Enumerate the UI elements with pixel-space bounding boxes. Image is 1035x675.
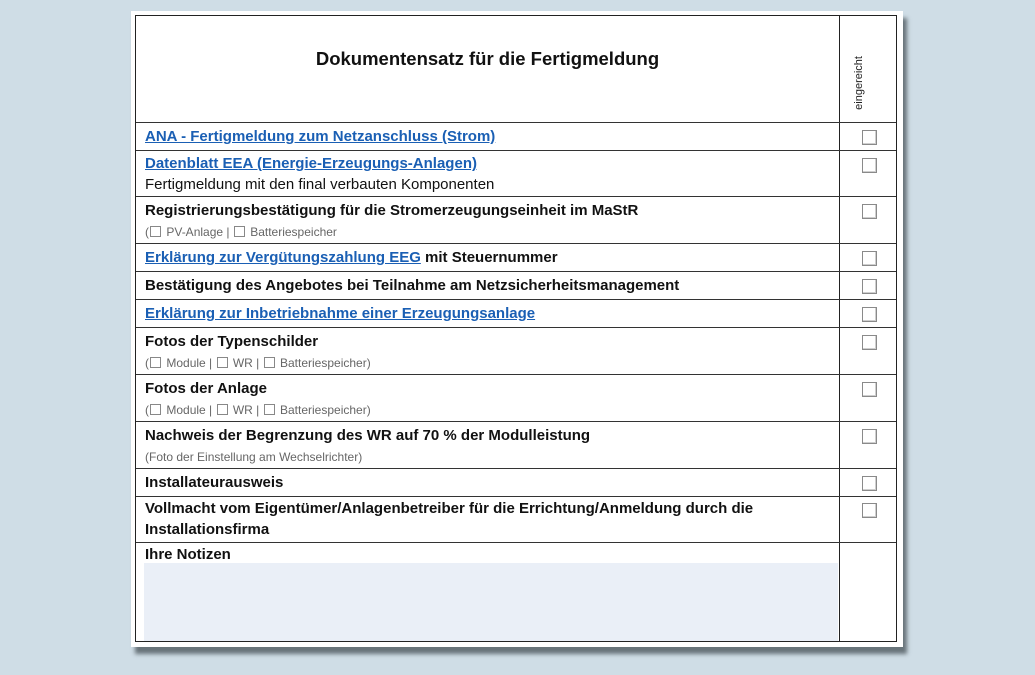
row-description: Fertigmeldung mit den final verbauten Komponenten bbox=[145, 176, 495, 193]
table-row bbox=[136, 422, 896, 469]
row-label: Registrierungsbestätigung für die Stromerzeugungseinheit im MaStR bbox=[145, 202, 639, 219]
table-row bbox=[136, 151, 896, 197]
notes-input-area[interactable] bbox=[144, 563, 838, 641]
option-label: Batteriespeicher bbox=[279, 356, 367, 370]
table-row bbox=[136, 123, 896, 151]
inbetriebnahme-link[interactable]: Erklärung zur Inbetriebnahme einer Erzeugungsanlage bbox=[145, 305, 536, 322]
row-label: Bestätigung des Angebotes bei Teilnahme am Netzsicherheitsmanagement bbox=[145, 277, 680, 294]
option-label: Module bbox=[166, 356, 206, 370]
option-list: ( PV-Anlage | Batteriespeicher bbox=[145, 225, 337, 239]
table-header-row bbox=[136, 16, 896, 123]
document-page bbox=[131, 11, 903, 647]
submitted-checkbox[interactable] bbox=[862, 279, 877, 294]
submitted-checkbox[interactable] bbox=[862, 204, 877, 219]
option-label: PV-Anlage bbox=[166, 225, 224, 239]
row-label: Installateurausweis bbox=[145, 474, 284, 491]
option-checkbox[interactable] bbox=[217, 357, 228, 368]
option-label: WR bbox=[232, 403, 253, 417]
verguetungszahlung-eeg-link[interactable]: Erklärung zur Vergütungszahlung EEG bbox=[145, 249, 421, 266]
submitted-checkbox[interactable] bbox=[862, 251, 877, 266]
option-checkbox[interactable] bbox=[150, 404, 161, 415]
option-label: WR bbox=[232, 356, 253, 370]
option-list: ( Module | WR | Batteriespeicher) bbox=[145, 403, 371, 417]
table-row bbox=[136, 300, 896, 328]
row-label: Vollmacht vom Eigentümer/Anlagenbetreiber für die Errichtung/Anmeldung durch die Installationsfirma bbox=[145, 500, 754, 538]
option-label: Batteriespeicher bbox=[250, 225, 337, 239]
row-label-suffix: mit Steuernummer bbox=[420, 249, 558, 266]
row-label: Nachweis der Begrenzung des WR auf 70 % der Modulleistung bbox=[145, 427, 591, 444]
notes-label: Ihre Notizen bbox=[145, 546, 231, 563]
submitted-checkbox[interactable] bbox=[862, 158, 877, 173]
option-checkbox[interactable] bbox=[264, 357, 275, 368]
row-note: (Foto der Einstellung am Wechselrichter) bbox=[145, 450, 363, 464]
submitted-checkbox[interactable] bbox=[862, 503, 877, 518]
option-label: Batteriespeicher bbox=[279, 403, 367, 417]
table-row bbox=[136, 497, 896, 543]
ana-fertigmeldung-link[interactable]: ANA - Fertigmeldung zum Netzanschluss (Strom) bbox=[145, 128, 496, 145]
table-row bbox=[136, 197, 896, 244]
option-checkbox[interactable] bbox=[150, 226, 161, 237]
document-title: Dokumentensatz für die Fertigmeldung bbox=[315, 48, 660, 69]
column-header-submitted: eingereicht bbox=[853, 56, 865, 110]
checklist-table bbox=[135, 15, 897, 642]
submitted-checkbox[interactable] bbox=[862, 476, 877, 491]
submitted-checkbox[interactable] bbox=[862, 335, 877, 350]
submitted-checkbox[interactable] bbox=[862, 382, 877, 397]
option-checkbox[interactable] bbox=[234, 226, 245, 237]
row-label: Fotos der Typenschilder bbox=[145, 333, 319, 350]
option-checkbox[interactable] bbox=[217, 404, 228, 415]
datenblatt-eea-link[interactable]: Datenblatt EEA (Energie-Erzeugungs-Anlagen) bbox=[145, 155, 477, 172]
option-list: ( Module | WR | Batteriespeicher) bbox=[145, 356, 371, 370]
notes-row bbox=[136, 543, 896, 641]
submitted-checkbox[interactable] bbox=[862, 429, 877, 444]
option-checkbox[interactable] bbox=[264, 404, 275, 415]
table-row bbox=[136, 272, 896, 300]
table-row bbox=[136, 328, 896, 375]
option-label: Module bbox=[166, 403, 206, 417]
submitted-checkbox[interactable] bbox=[862, 307, 877, 322]
table-row bbox=[136, 244, 896, 272]
table-row bbox=[136, 375, 896, 422]
option-checkbox[interactable] bbox=[150, 357, 161, 368]
table-row bbox=[136, 469, 896, 497]
submitted-checkbox[interactable] bbox=[862, 130, 877, 145]
row-label: Fotos der Anlage bbox=[145, 380, 267, 397]
